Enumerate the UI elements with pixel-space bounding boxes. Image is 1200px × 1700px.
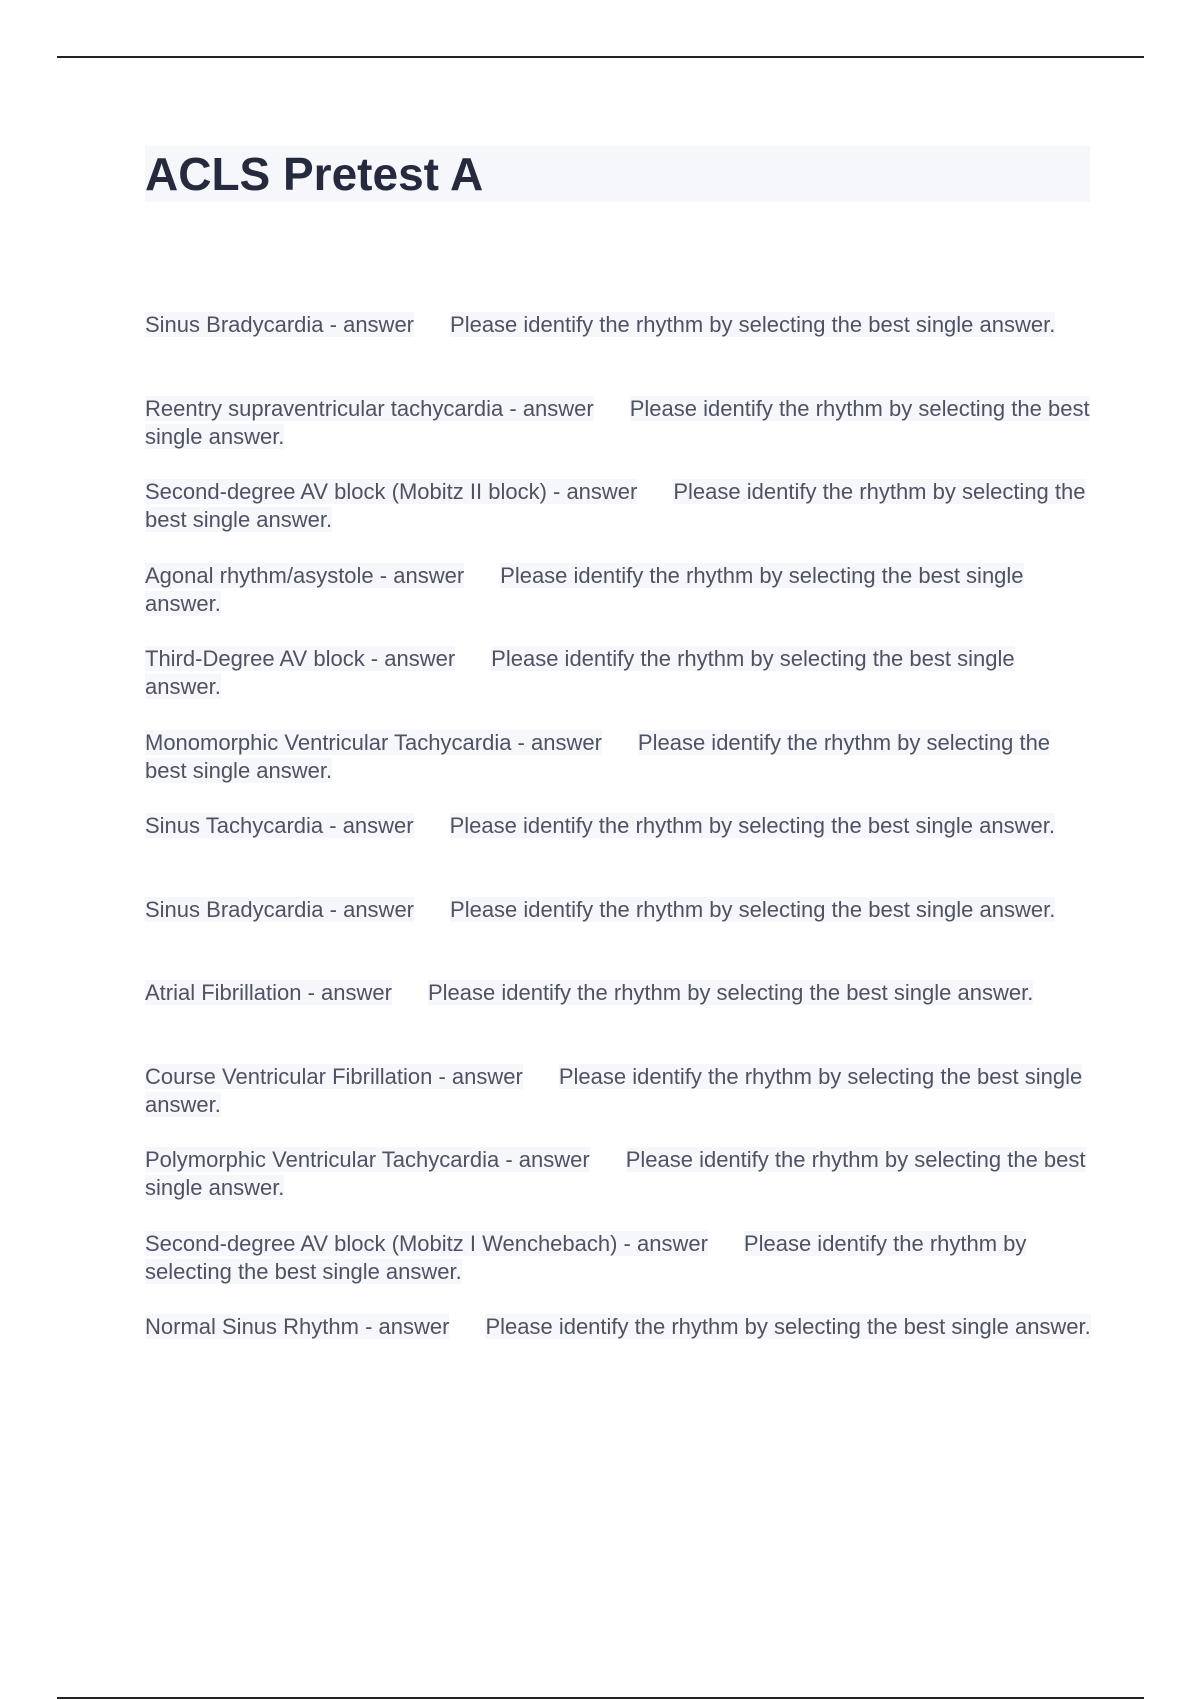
page-title: ACLS Pretest A xyxy=(145,148,484,200)
question-text: Please identify the rhythm by selecting the best single answer. xyxy=(145,479,1086,532)
answer-text: Third-Degree AV block - answer xyxy=(145,646,456,671)
question-text: Please identify the rhythm by selecting the best single answer. xyxy=(145,1230,1027,1284)
qa-item xyxy=(145,478,1095,562)
answer-text: Sinus Bradycardia - answer xyxy=(145,896,415,922)
bottom-rule xyxy=(57,1697,1144,1699)
qa-item xyxy=(145,1063,1095,1147)
qa-item xyxy=(145,311,1095,395)
answer-text: Atrial Fibrillation - answer xyxy=(145,980,392,1005)
answer-text: Agonal rhythm/asystole - answer xyxy=(145,562,465,588)
qa-item xyxy=(145,812,1095,896)
question-text: Please identify the rhythm by selecting the best single answer. xyxy=(427,980,1034,1005)
question-text: Please identify the rhythm by selecting the best single answer. xyxy=(449,813,1055,838)
answer-text: Course Ventricular Fibrillation - answer xyxy=(145,1063,523,1089)
question-text: Please identify the rhythm by selecting the best single answer. xyxy=(145,562,1024,616)
question-text: Please identify the rhythm by selecting the best single answer. xyxy=(145,729,1051,783)
question-text: Please identify the rhythm by selecting the best single answer. xyxy=(450,312,1056,337)
qa-list xyxy=(145,311,1095,1397)
qa-item xyxy=(145,729,1095,813)
answer-text: Normal Sinus Rhythm - answer xyxy=(145,1314,450,1339)
question-text: Please identify the rhythm by selecting the best single answer. xyxy=(450,896,1056,922)
answer-text: Monomorphic Ventricular Tachycardia - answer xyxy=(145,729,602,755)
answer-text: Reentry supraventricular tachycardia - answer xyxy=(145,395,594,421)
qa-item xyxy=(145,1146,1095,1230)
question-text: Please identify the rhythm by selecting the best single answer. xyxy=(145,1147,1086,1200)
answer-text: Polymorphic Ventricular Tachycardia - answer xyxy=(145,1147,590,1172)
answer-text: Second-degree AV block (Mobitz I Wenchebach) - answer xyxy=(145,1230,708,1256)
question-text: Please identify the rhythm by selecting the best single answer. xyxy=(145,395,1090,449)
qa-item xyxy=(145,896,1095,980)
qa-item xyxy=(145,562,1095,646)
qa-item xyxy=(145,645,1095,729)
qa-item xyxy=(145,395,1095,479)
qa-item xyxy=(145,1230,1095,1314)
answer-text: Second-degree AV block (Mobitz II block) - answer xyxy=(145,479,638,504)
qa-item xyxy=(145,1313,1095,1397)
question-text: Please identify the rhythm by selecting the best single answer. xyxy=(145,1063,1083,1117)
top-rule xyxy=(57,56,1144,58)
qa-item xyxy=(145,979,1095,1063)
answer-text: Sinus Tachycardia - answer xyxy=(145,813,414,838)
question-text: Please identify the rhythm by selecting the best single answer. xyxy=(485,1314,1091,1339)
answer-text: Sinus Bradycardia - answer xyxy=(145,312,415,337)
question-text: Please identify the rhythm by selecting the best single answer. xyxy=(145,646,1015,699)
